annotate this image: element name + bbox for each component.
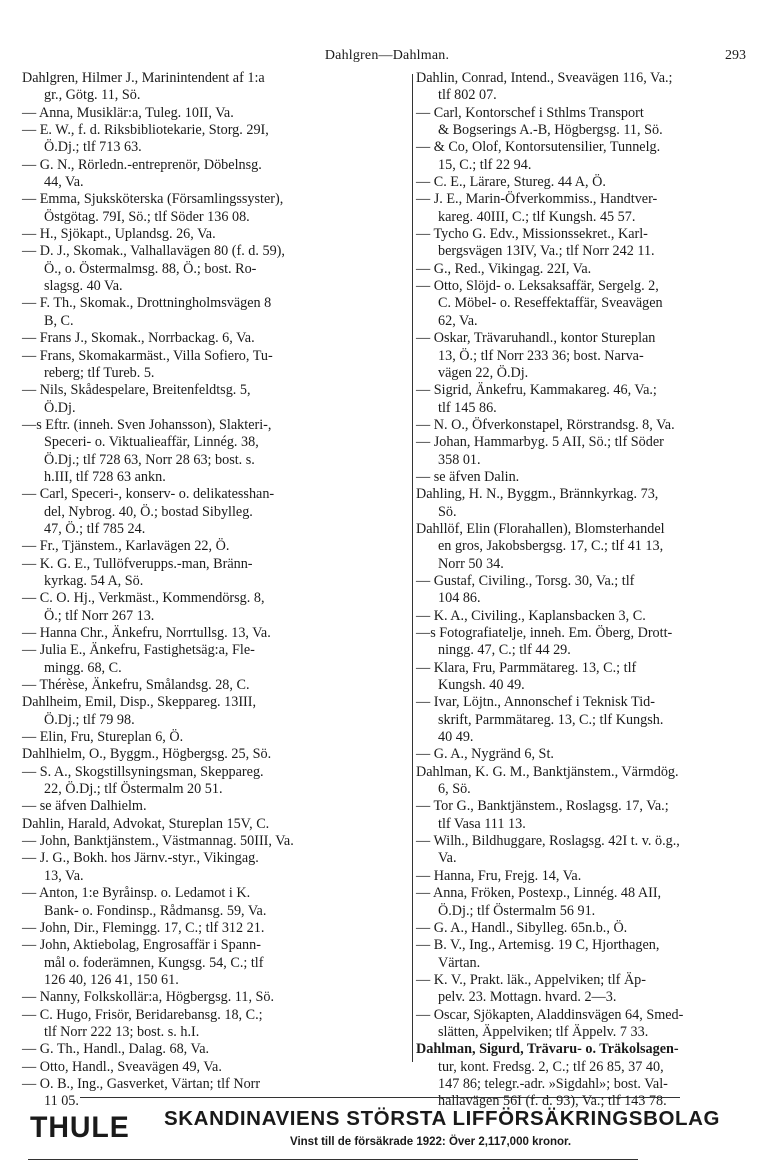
- directory-line: Ö.Dj.; tlf Östermalm 56 91.: [438, 902, 596, 919]
- directory-line: Dahling, H. N., Byggm., Brännkyrkag. 73,: [416, 486, 659, 503]
- thule-logo: THULE: [30, 1111, 130, 1144]
- directory-line: 44, Va.: [44, 174, 84, 191]
- directory-line: 62, Va.: [438, 312, 478, 329]
- left-column: [22, 70, 412, 1111]
- directory-line: — se äfven Dalhielm.: [22, 798, 147, 815]
- directory-line: mål o. foderämnen, Kungsg. 54, C.; tlf: [44, 954, 264, 971]
- directory-line: 40 49.: [438, 729, 474, 746]
- directory-line: hallavägen 56I (f. d. 93), Va.; tlf 143 78.: [438, 1093, 667, 1110]
- directory-line: del, Nybrog. 40, Ö.; bostad Sibylleg.: [44, 503, 253, 520]
- directory-line: — Hanna, Fru, Frejg. 14, Va.: [416, 867, 582, 884]
- directory-line: — Carl, Kontorschef i Sthlms Transport: [416, 104, 644, 121]
- directory-line: tlf Norr 222 13; bost. s. h.I.: [44, 1023, 200, 1040]
- directory-line: — Johan, Hammarbyg. 5 AII, Sö.; tlf Söder: [416, 434, 664, 451]
- directory-line: 11 05.: [44, 1093, 79, 1110]
- directory-line: — Otto, Handl., Sveavägen 49, Va.: [22, 1058, 222, 1075]
- directory-line: Ö.Dj.; tlf 79 98.: [44, 711, 135, 728]
- directory-line: 358 01.: [438, 451, 481, 468]
- directory-line: — Nanny, Folkskollär:a, Högbergsg. 11, Sö.: [22, 989, 275, 1006]
- page-header: [0, 48, 774, 70]
- directory-line: — Anton, 1:e Byråinsp. o. Ledamot i K.: [22, 885, 251, 902]
- directory-line: Kungsh. 40 49.: [438, 677, 525, 694]
- directory-line: Ö.; tlf Norr 267 13.: [44, 607, 155, 624]
- directory-line: — Nils, Skådespelare, Breitenfeldtsg. 5,: [22, 382, 251, 399]
- directory-line: skrift, Parmmätareg. 13, C.; tlf Kungsh.: [438, 711, 664, 728]
- right-column: [416, 70, 758, 1111]
- directory-line: — Hanna Chr., Änkefru, Norrtullsg. 13, Va.: [22, 625, 271, 641]
- directory-line: —s Eftr. (inneh. Sven Johansson), Slakteri-,: [22, 416, 272, 433]
- directory-line: Dahlman, K. G. M., Banktjänstem., Värmdög.: [416, 763, 679, 780]
- directory-line: pelv. 23. Mottagn. hvard. 2—3.: [438, 989, 617, 1006]
- directory-line: vägen 22, Ö.Dj.: [438, 364, 529, 381]
- directory-line: — Thérèse, Änkefru, Smålandsg. 28, C.: [22, 677, 250, 694]
- directory-line: — Frans J., Skomak., Norrbackag. 6, Va.: [22, 330, 255, 347]
- directory-line: — F. Th., Skomak., Drottningholmsvägen 8: [22, 295, 272, 312]
- advertisement-banner: [28, 1101, 758, 1161]
- directory-line: — Tor G., Banktjänstem., Roslagsg. 17, Va.;: [416, 798, 669, 815]
- directory-line: — Ivar, Löjtn., Annonschef i Teknisk Tid-: [416, 694, 655, 711]
- running-title: Dahlgren—Dahlman.: [324, 48, 450, 63]
- directory-line: — Otto, Slöjd- o. Leksaksaffär, Sergelg. 2,: [416, 278, 659, 295]
- directory-line: — G. A., Nygränd 6, St.: [416, 746, 554, 763]
- directory-line: — E. W., f. d. Riksbibliotekarie, Storg. 29I,: [22, 122, 269, 139]
- directory-line: — John, Aktiebolag, Engrosaffär i Spann-: [22, 937, 261, 954]
- directory-line: 13, Va.: [44, 867, 84, 884]
- directory-line: — Fr., Tjänstem., Karlavägen 22, Ö.: [22, 538, 230, 555]
- directory-line: 13, Ö.; tlf Norr 233 36; bost. Narva-: [438, 347, 644, 364]
- ad-tagline: Vinst till de försäkrade 1922: Över 2,117,000 kronor.: [290, 1136, 572, 1148]
- directory-line: — K. V., Prakt. läk., Appelviken; tlf Äp-: [416, 971, 647, 988]
- directory-line: —s Fotografiatelje, inneh. Em. Öberg, Drott-: [416, 625, 673, 641]
- directory-line: — Anna, Musiklär:a, Tuleg. 10II, Va.: [22, 104, 234, 121]
- directory-line: — se äfven Dalin.: [416, 468, 520, 485]
- directory-line: B, C.: [44, 312, 74, 329]
- directory-line: h.III, tlf 728 63 ankn.: [44, 468, 166, 485]
- directory-line: Värtan.: [438, 954, 481, 971]
- directory-line: slagsg. 40 Va.: [44, 278, 123, 295]
- directory-line: — G. A., Handl., Sibylleg. 65n.b., Ö.: [416, 919, 628, 936]
- directory-line: — Emma, Sjuksköterska (Församlingssyster),: [22, 191, 284, 208]
- directory-line: — H., Sjökapt., Uplandsg. 26, Va.: [22, 226, 216, 243]
- directory-line: 104 86.: [438, 590, 481, 607]
- directory-line: — N. O., Öfverkonstapel, Rörstrandsg. 8, Va.: [416, 416, 675, 433]
- directory-line: 22, Ö.Dj.; tlf Östermalm 20 51.: [44, 781, 223, 798]
- directory-line: Sö.: [438, 503, 457, 520]
- directory-line: reberg; tlf Tureb. 5.: [44, 364, 155, 381]
- directory-line: & Bogserings A.-B, Högbergsg. 11, Sö.: [438, 122, 663, 139]
- directory-line: bergsvägen 13IV, Va.; tlf Norr 242 11.: [438, 243, 655, 260]
- directory-line: — Klara, Fru, Parmmätareg. 13, C.; tlf: [416, 659, 637, 676]
- ad-slogan: SKANDINAVIENS STÖRSTA LIFFÖRSÄKRINGSBOLAG: [164, 1107, 721, 1130]
- directory-line: mingg. 68, C.: [44, 659, 122, 676]
- directory-line: Va.: [438, 850, 457, 867]
- directory-line: — Anna, Fröken, Postexp., Linnég. 48 AII,: [416, 885, 662, 902]
- directory-line: gr., Götg. 11, Sö.: [44, 87, 141, 104]
- page-number: 293: [725, 48, 746, 63]
- directory-line: 126 40, 126 41, 150 61.: [44, 971, 179, 988]
- directory-line: Dahlin, Harald, Advokat, Stureplan 15V, C.: [22, 815, 270, 832]
- directory-line: tlf Vasa 111 13.: [438, 815, 526, 832]
- directory-line: — Julia E., Änkefru, Fastighetsäg:a, Fle-: [22, 642, 255, 659]
- directory-line: — Oscar, Sjökapten, Aladdinsvägen 64, Smed-: [416, 1006, 684, 1023]
- directory-line: 147 86; telegr.-adr. »Sigdahl»; bost. Val-: [438, 1075, 668, 1092]
- directory-line: kareg. 40III, C.; tlf Kungsh. 45 57.: [438, 208, 636, 225]
- directory-line: — G. N., Rörledn.-entreprenör, Döbelnsg.: [22, 156, 262, 173]
- directory-line: — D. J., Skomak., Valhallavägen 80 (f. d. 59),: [22, 243, 285, 260]
- directory-line: Dahlin, Conrad, Intend., Sveavägen 116, Va.;: [416, 70, 673, 86]
- directory-line: — Sigrid, Änkefru, Kammakareg. 46, Va.;: [416, 382, 657, 399]
- directory-line: — & Co, Olof, Kontorsutensilier, Tunnelg.: [416, 139, 661, 156]
- directory-line: — C. Hugo, Frisör, Beridarebansg. 18, C.;: [22, 1006, 263, 1023]
- directory-line: — K. G. E., Tullöfverupps.-man, Bränn-: [22, 555, 253, 572]
- directory-line: — Frans, Skomakarmäst., Villa Sofiero, Tu-: [22, 347, 273, 364]
- directory-line: C. Möbel- o. Reseffektaffär, Sveavägen: [438, 295, 663, 312]
- directory-line: — John, Dir., Flemingg. 17, C.; tlf 312 21.: [22, 919, 265, 936]
- directory-line: Dahlhielm, O., Byggm., Högbergsg. 25, Sö.: [22, 746, 272, 763]
- directory-line: Dahlman, Sigurd, Trävaru- o. Träkolsagen-: [416, 1041, 679, 1058]
- footer-bottom-rule: [28, 1159, 638, 1160]
- directory-line: Ö., o. Östermalmsg. 88, Ö.; bost. Ro-: [44, 260, 257, 277]
- directory-line: — G. Th., Handl., Dalag. 68, Va.: [22, 1041, 210, 1058]
- directory-line: en gros, Jakobsbergsg. 17, C.; tlf 41 13,: [438, 538, 664, 555]
- directory-line: slätten, Äppelviken; tlf Äppelv. 7 33.: [438, 1023, 649, 1040]
- directory-line: — Oskar, Trävaruhandl., kontor Stureplan: [416, 330, 656, 347]
- directory-line: — C. E., Lärare, Stureg. 44 A, Ö.: [416, 174, 606, 191]
- directory-line: — Carl, Speceri-, konserv- o. delikatesshan-: [22, 486, 275, 503]
- directory-line: — C. O. Hj., Verkmäst., Kommendörsg. 8,: [22, 590, 265, 607]
- directory-line: — G., Red., Vikingag. 22I, Va.: [416, 260, 592, 277]
- directory-line: Östgötag. 79I, Sö.; tlf Söder 136 08.: [44, 208, 250, 225]
- directory-line: — John, Banktjänstem., Västmannag. 50III, Va.: [22, 833, 294, 850]
- directory-line: tur, kont. Fredsg. 2, C.; tlf 26 85, 37 40,: [438, 1058, 664, 1075]
- directory-line: — K. A., Civiling., Kaplansbacken 3, C.: [416, 607, 646, 624]
- directory-line: — B. V., Ing., Artemisg. 19 C, Hjorthagen,: [416, 937, 660, 954]
- directory-line: — O. B., Ing., Gasverket, Värtan; tlf Norr: [22, 1075, 261, 1092]
- directory-line: tlf 802 07.: [438, 87, 497, 104]
- directory-line: 6, Sö.: [438, 781, 471, 798]
- directory-line: Bank- o. Fondinsp., Rådmansg. 59, Va.: [44, 902, 267, 919]
- directory-line: Dahlheim, Emil, Disp., Skeppareg. 13III,: [22, 694, 257, 711]
- directory-line: Dahllöf, Elin (Florahallen), Blomsterhandel: [416, 520, 665, 537]
- directory-line: Norr 50 34.: [438, 555, 504, 572]
- directory-line: Ö.Dj.; tlf 713 63.: [44, 139, 142, 156]
- directory-line: Ö.Dj.: [44, 399, 76, 416]
- column-divider: [412, 74, 413, 1062]
- directory-line: 47, Ö.; tlf 785 24.: [44, 520, 146, 537]
- directory-line: — Gustaf, Civiling., Torsg. 30, Va.; tlf: [416, 572, 635, 589]
- directory-line: — S. A., Skogstillsyningsman, Skeppareg.: [22, 763, 264, 780]
- directory-line: Ö.Dj.; tlf 728 63, Norr 28 63; bost. s.: [44, 451, 255, 468]
- directory-line: Dahlgren, Hilmer J., Marinintendent af 1:a: [22, 70, 265, 86]
- directory-line: — Wilh., Bildhuggare, Roslagsg. 42I t. v. ö.g.,: [416, 833, 680, 850]
- directory-line: — J. E., Marin-Öfverkommiss., Handtver-: [416, 191, 658, 208]
- directory-line: — J. G., Bokh. hos Järnv.-styr., Vikingag.: [22, 850, 259, 867]
- directory-line: ningg. 47, C.; tlf 44 29.: [438, 642, 571, 659]
- directory-line: 15, C.; tlf 22 94.: [438, 156, 532, 173]
- directory-line: kyrkag. 54 A, Sö.: [44, 572, 144, 589]
- directory-line: — Elin, Fru, Stureplan 6, Ö.: [22, 729, 184, 746]
- directory-line: Speceri- o. Viktualieaffär, Linnég. 38,: [44, 434, 259, 451]
- directory-line: tlf 145 86.: [438, 399, 497, 416]
- directory-line: — Tycho G. Edv., Missionssekret., Karl-: [416, 226, 648, 243]
- footer-top-rule: [80, 1097, 680, 1098]
